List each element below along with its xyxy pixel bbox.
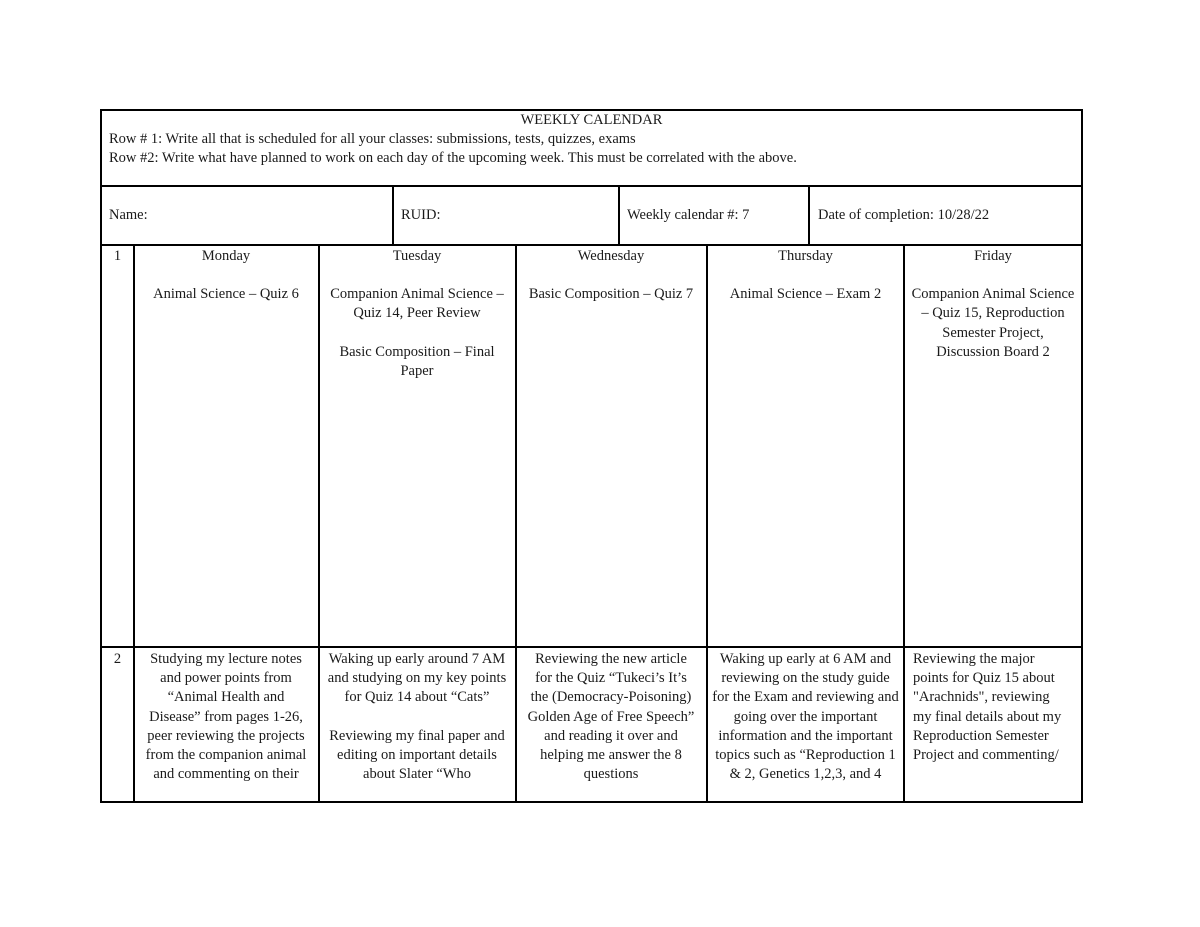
day-header: Wednesday	[577, 248, 645, 264]
divider	[515, 244, 517, 803]
row-number: 2	[113, 651, 122, 667]
divider	[100, 185, 1083, 187]
day-header: Thursday	[778, 248, 833, 264]
tuesday-plan-cell	[326, 650, 508, 801]
friday-plan-cell	[913, 650, 1071, 801]
day-header: Friday	[974, 248, 1012, 264]
scheduled-item: Basic Composition – Quiz 7	[528, 286, 694, 303]
day-header: Tuesday	[392, 248, 442, 264]
divider	[618, 185, 620, 245]
divider	[100, 646, 1083, 648]
row2-instruction: Row #2: Write what have planned to work on each day of the upcoming week. This must be correlated with the above.	[109, 150, 797, 166]
divider	[100, 244, 1083, 246]
row-number: 1	[113, 248, 122, 264]
divider	[903, 244, 905, 803]
scheduled-item: Companion Animal Science – Quiz 14, Peer Review	[330, 286, 504, 322]
plan-text: Reviewing the major points for Quiz 15 about "Arachnids", reviewing my final details about my Reproduction Semester Project and commenting/	[913, 651, 1062, 764]
tuesday-cell	[326, 247, 508, 645]
plan-text: Reviewing my final paper and editing on important details about Slater “Who	[329, 727, 505, 783]
divider	[808, 185, 810, 245]
day-header: Monday	[201, 248, 251, 264]
friday-cell	[911, 247, 1075, 645]
date-of-completion: Date of completion: 10/28/22	[818, 207, 990, 223]
plan-text: Waking up early around 7 AM and studying on my key points for Quiz 14 about “Cats”	[327, 651, 507, 706]
plan-text: Reviewing the new article for the Quiz “Tukeci’s It’s the (Democracy-Poisoning) Golden Age of Free Speech” and reading it over and helping me answer the 8 questions	[527, 651, 695, 783]
thursday-plan-cell	[712, 650, 899, 801]
scheduled-item: Animal Science – Quiz 6	[153, 286, 299, 303]
wednesday-plan-cell	[525, 650, 697, 801]
thursday-cell	[712, 247, 899, 645]
calendar-title: WEEKLY CALENDAR	[520, 112, 663, 128]
divider	[133, 244, 135, 803]
plan-text: Studying my lecture notes and power points from “Animal Health and Disease” from pages 1-26, peer reviewing the projects from the companion animal and commenting on their	[145, 651, 307, 783]
divider	[318, 244, 320, 803]
row1-instruction: Row # 1: Write all that is scheduled for all your classes: submissions, tests, quizzes, exams	[109, 131, 636, 147]
divider	[706, 244, 708, 803]
scheduled-item: Animal Science – Exam 2	[729, 286, 882, 303]
ruid-label: RUID:	[401, 207, 441, 223]
divider	[392, 185, 394, 245]
monday-cell	[142, 247, 310, 645]
weekly-calendar-number: Weekly calendar #: 7	[627, 207, 750, 223]
scheduled-item: Basic Composition – Final Paper	[339, 343, 495, 379]
name-label: Name:	[109, 207, 148, 223]
plan-text: Waking up early at 6 AM and reviewing on the study guide for the Exam and reviewing and going over the important information and the important topics such as “Reproduction 1 & 2, Genetics 1,2,3, and 4	[712, 651, 899, 783]
scheduled-item: Companion Animal Science – Quiz 15, Reproduction Semester Project, Discussion Board 2	[911, 286, 1075, 360]
monday-plan-cell	[142, 650, 310, 801]
wednesday-cell	[525, 247, 697, 645]
